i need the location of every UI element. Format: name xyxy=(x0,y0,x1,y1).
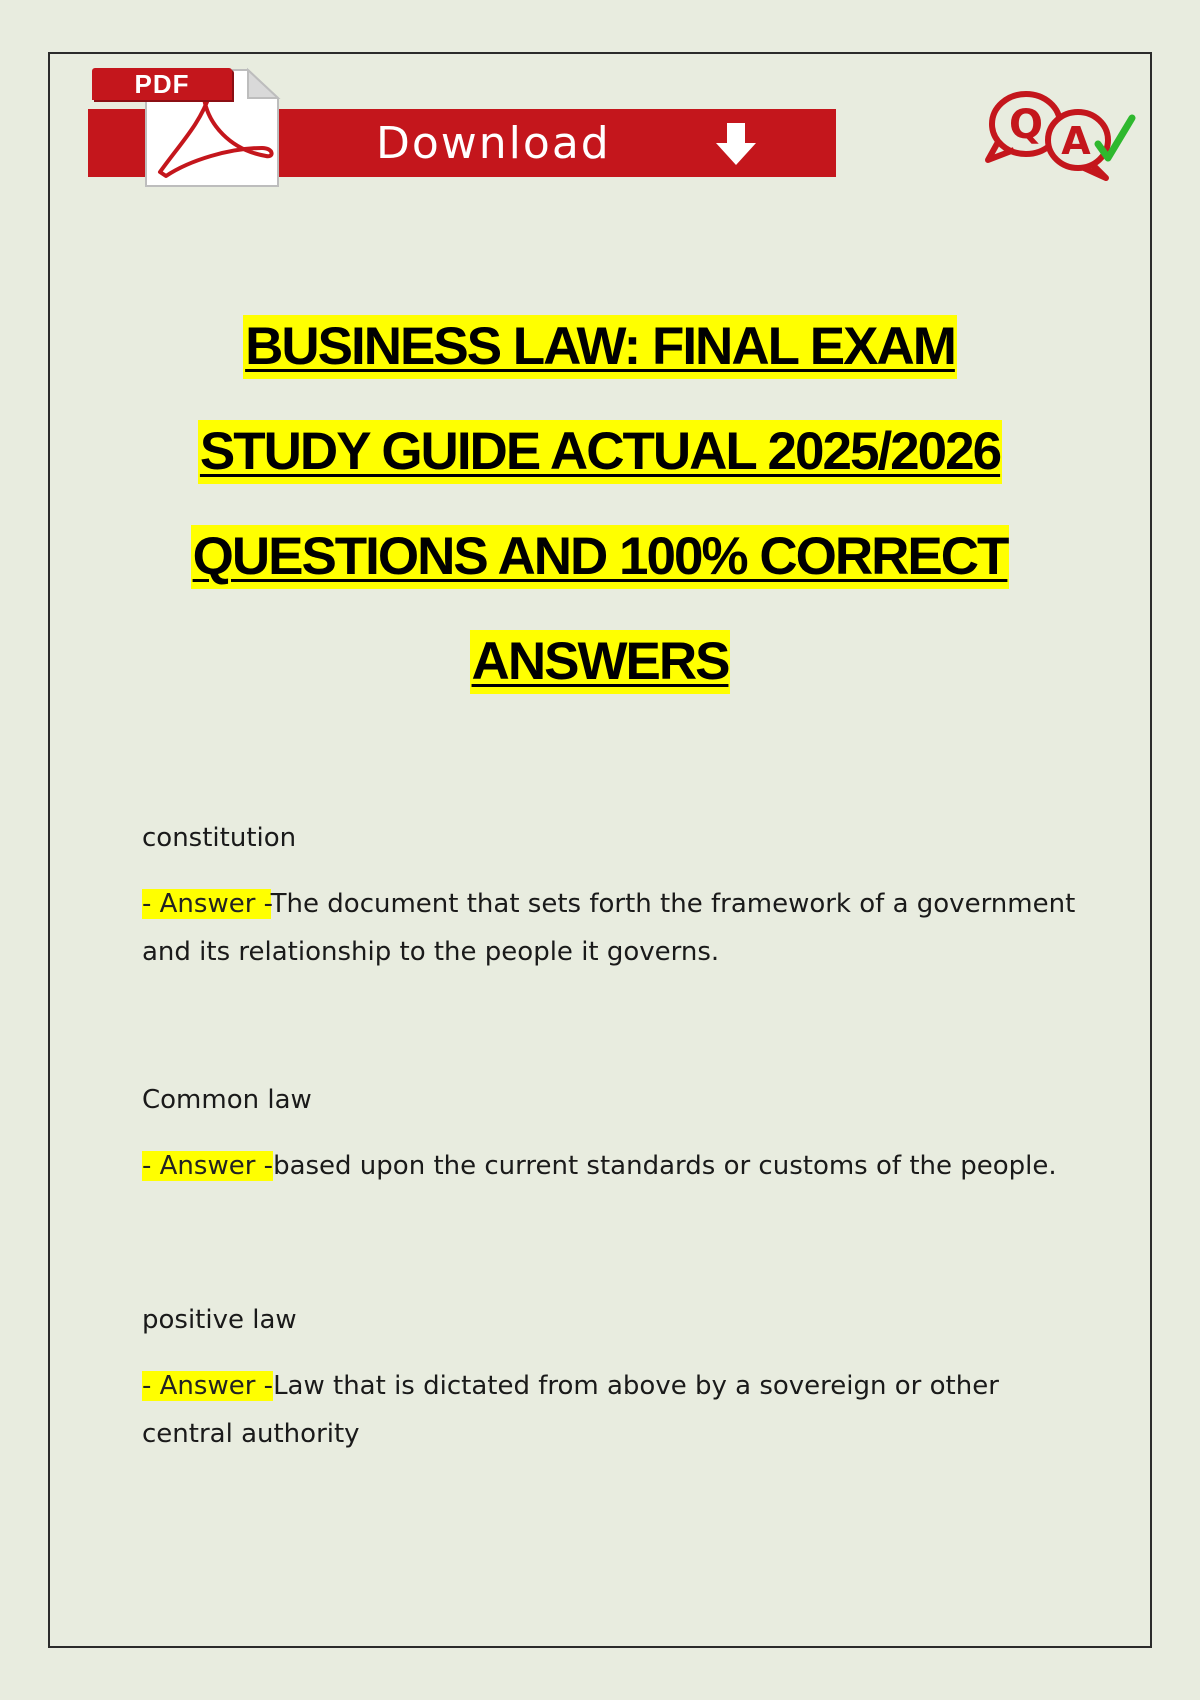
title-line-3: QUESTIONS AND 100% CORRECT xyxy=(191,525,1010,589)
download-arrow-icon xyxy=(710,119,762,171)
answer-body: The document that sets forth the framework of a government and its relationship to the people it governs. xyxy=(142,889,1076,967)
answer-text xyxy=(142,1142,1082,1190)
qa-item xyxy=(142,1080,1082,1190)
title-line-2: STUDY GUIDE ACTUAL 2025/2026 xyxy=(198,420,1002,484)
title-line-4: ANSWERS xyxy=(470,630,731,694)
answer-text xyxy=(142,1362,1082,1458)
answer-prefix: - Answer - xyxy=(142,889,271,919)
document-title xyxy=(100,315,1100,735)
pdf-tag: PDF xyxy=(92,68,232,100)
qa-logo-q: Q xyxy=(1008,102,1044,148)
question-term: constitution xyxy=(142,823,297,853)
qa-logo-a: A xyxy=(1061,119,1091,163)
title-line-1: BUSINESS LAW: FINAL EXAM xyxy=(243,315,957,379)
answer-prefix: - Answer - xyxy=(142,1371,274,1401)
question-term: Common law xyxy=(142,1085,312,1115)
answer-body: based upon the current standards or customs of the people. xyxy=(273,1151,1057,1181)
answer-text xyxy=(142,880,1082,976)
download-pdf-banner[interactable] xyxy=(88,64,836,190)
answer-body: Law that is dictated from above by a sovereign or other central authority xyxy=(142,1371,999,1449)
qa-logo xyxy=(980,84,1140,184)
question-term: positive law xyxy=(142,1305,297,1335)
download-label: Download xyxy=(376,117,611,169)
qa-item xyxy=(142,818,1082,976)
qa-list xyxy=(142,818,1082,1458)
qa-item xyxy=(142,1300,1082,1458)
answer-prefix: - Answer - xyxy=(142,1151,274,1181)
